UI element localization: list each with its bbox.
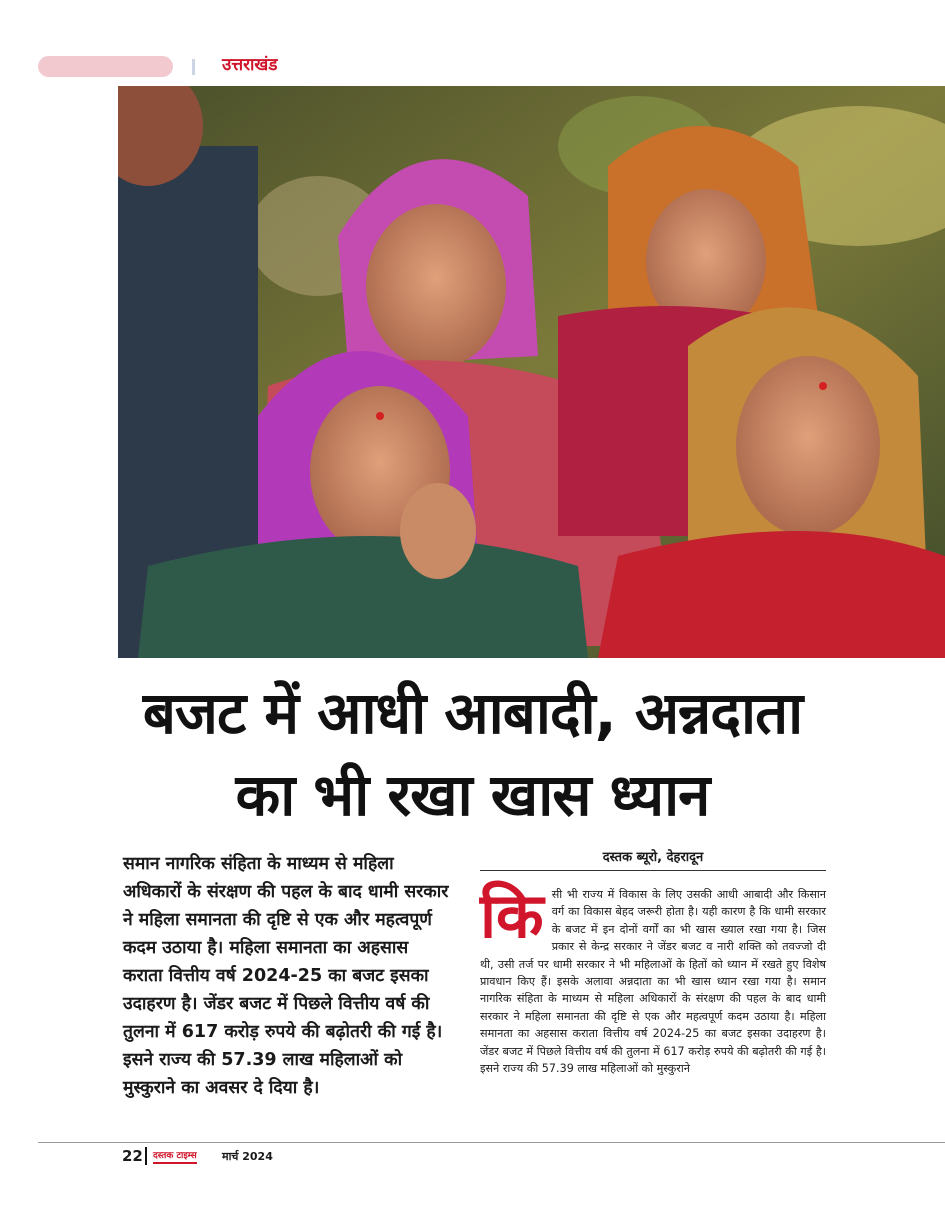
headline-line-2: का भी रखा खास ध्यान <box>235 761 710 829</box>
drop-cap: कि <box>480 879 544 952</box>
publication-logo: दस्तक टाइम्स <box>153 1150 197 1164</box>
footer-separator <box>145 1147 147 1165</box>
header-pill-decoration <box>38 56 173 77</box>
article-body <box>480 879 826 1077</box>
issue-date: मार्च 2024 <box>222 1150 273 1163</box>
byline: दस्तक ब्यूरो, देहरादून <box>480 848 826 871</box>
section-label: उत्तराखंड <box>222 55 278 75</box>
article-deck: समान नागरिक संहिता के माध्यम से महिला अधिकारों के संरक्षण की पहल के बाद धामी सरकार ने महिला समानता की दृष्टि से एक और महत्वपूर्ण कदम उठाया है। महिला समानता का अहसास कराता वित्तीय वर्ष 2024-25 का बजट इसका उदाहरण है। जेंडर बजट में पिछले वित्तीय वर्ष की तुलना में 617 करोड़ रुपये की बढ़ोतरी की गई है। इसने राज्य की 57.39 लाख महिलाओं को मुस्कुराने का अवसर दे दिया है। <box>123 854 449 1098</box>
article-body-text: सी भी राज्य में विकास के लिए उसकी आधी आबादी और किसान वर्ग का विकास बेहद जरूरी होता है। यही कारण है कि धामी सरकार के बजट में इन दोनों वर्गों का भी खास ख्याल रखा गया है। जिस प्रकार से केन्द्र सरकार ने जेंडर बजट व नारी शक्ति को तवज्जो दी थी, उसी तर्ज पर धामी सरकार ने भी महिलाओं के हितों को ध्यान में रखते हुए विशेष प्रावधान किए हैं। इसके अलावा अन्नदाता का भी खास ध्यान रखा गया है। समान नागरिक संहिता के माध्यम से महिला अधिकारों के संरक्षण की पहल के बाद धामी सरकार ने महिला समानता की दृष्टि से एक और महत्वपूर्ण कदम उठाया है। महिला समानता का अहसास कराता वित्तीय वर्ष 2024-25 का बजट इसका उदाहरण है। जेंडर बजट में पिछले वित्तीय वर्ष की तुलना में 617 करोड़ रुपये की बढ़ोतरी की गई है। इसने राज्य की 57.39 लाख महिलाओं को मुस्कुराने <box>480 888 826 1076</box>
footer-rule <box>38 1142 945 1143</box>
headline-line-1: बजट में आधी आबादी, अन्नदाता <box>142 679 803 747</box>
page-number: 22 <box>122 1147 143 1165</box>
header-separator <box>192 59 195 75</box>
article-headline <box>60 672 885 836</box>
group-photo-women-in-headscarves <box>118 86 945 658</box>
